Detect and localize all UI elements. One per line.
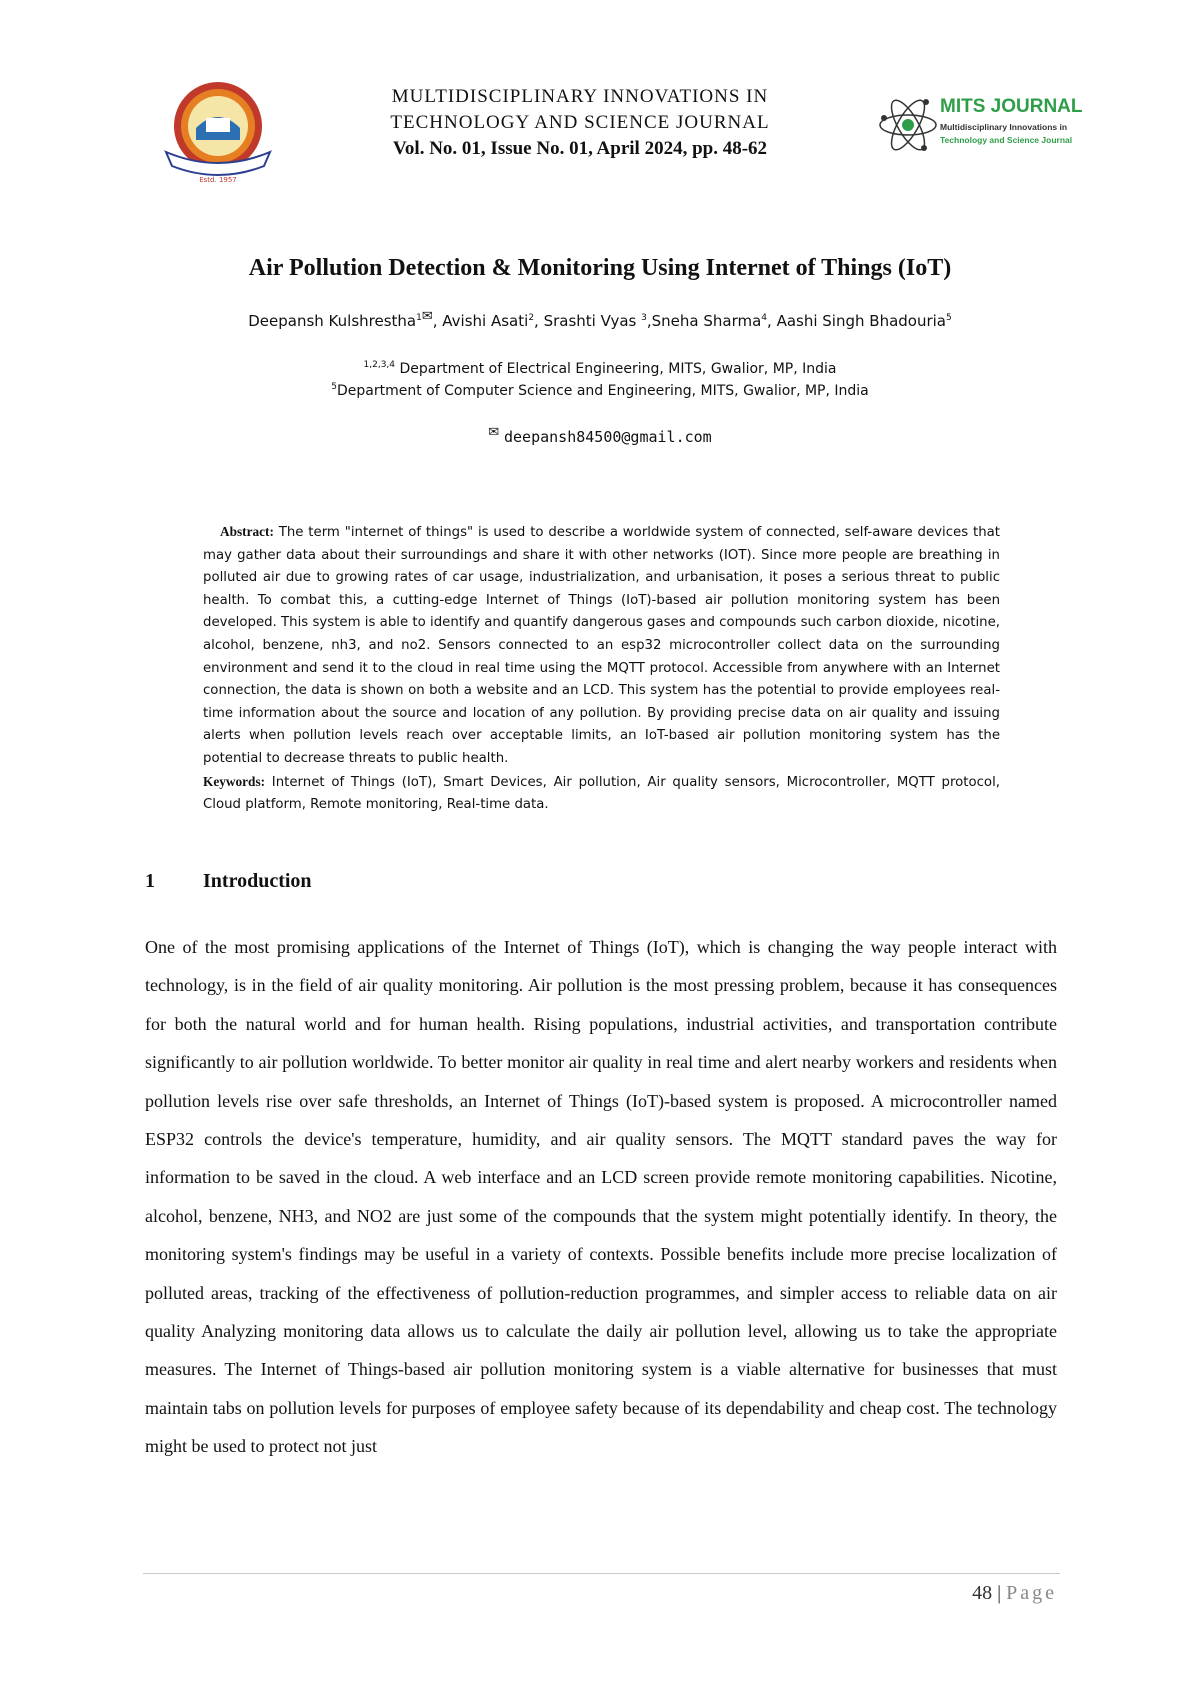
author-name: Deepansh Kulshrestha [248, 312, 417, 330]
affiliation-1 [0, 358, 1200, 380]
introduction-body [145, 928, 1057, 1466]
affiliation-text: Department of Electrical Engineering, MITS, Gwalior, MP, India [395, 361, 837, 377]
footer-divider [143, 1573, 1060, 1574]
keywords-label: Keywords: [203, 773, 266, 789]
mits-journal-subtitle [940, 121, 1072, 147]
affiliation-sup: 1,2,3,4 [363, 360, 396, 370]
section-heading [145, 870, 312, 893]
journal-name-line2: TECHNOLOGY AND SCIENCE JOURNAL [390, 112, 770, 133]
section-title: Introduction [203, 870, 312, 892]
institute-logo [160, 78, 276, 186]
mits-journal-name: MITS JOURNAL [940, 96, 1083, 117]
mits-sub-line2: Technology and Science Journal [940, 135, 1073, 145]
author-sup: 3 [641, 313, 647, 323]
author-name: Avishi Asati [442, 312, 529, 330]
section-number: 1 [145, 870, 155, 892]
affiliation-sup: 5 [331, 382, 337, 392]
author-name: Srashti Vyas [543, 312, 642, 330]
abstract-text: The term "internet of things" is used to describe a worldwide system of connected, self-aware devices that may gather data about their surroundings and share it with other networks (IOT). Since more people are breathing in polluted air due to growing rates of car usage, industrialization, and urbanisation, it poses a serious threat to public health. To combat this, a cutting-edge Internet of Things (IoT)-based air pollution monitoring system has been developed. This system is able to identify and quantify dangerous gases and compounds such carbon dioxide, nicotine, alcohol, benzene, nh3, and no2. Sensors connected to an esp32 microcontroller collect data on the surrounding environment and send it to the cloud in real time using the MQTT protocol. Accessible from anywhere with an Internet connection, the data is shown on both a website and an LCD. This system has the potential to provide employees real-time information about the source and location of any pollution. By providing precise data on air quality and issuing alerts when pollution levels reach over acceptable limits, an IoT-based air pollution monitoring system has the potential to decrease threats to public health. [203, 525, 1000, 766]
journal-header [330, 84, 830, 162]
journal-volume: Vol. No. 01, Issue No. 01, April 2024, pp. 48-62 [392, 138, 768, 159]
author-sup: 4 [761, 313, 768, 323]
keywords-text: Internet of Things (IoT), Smart Devices, Air pollution, Air quality sensors, Microcontroller, MQTT protocol, Cloud platform, Remote monitoring, Real-time data. [203, 774, 1000, 813]
page-word: Page [1006, 1582, 1057, 1604]
journal-name-line1: MULTIDISCIPLINARY INNOVATIONS IN [391, 86, 769, 107]
author-name: Sneha Sharma [651, 312, 762, 330]
paper-title: Air Pollution Detection & Monitoring Using Internet of Things (IoT) [248, 255, 952, 281]
envelope-icon: ✉ [488, 425, 500, 440]
page-separator: | [992, 1582, 1007, 1604]
abstract-label: Abstract: [220, 524, 274, 539]
page-number: 48 [972, 1582, 993, 1604]
author-name: Aashi Singh Bhadouria [776, 312, 947, 330]
keywords-paragraph [203, 771, 1000, 817]
author-sup: 2 [528, 313, 535, 323]
abstract-paragraph [203, 521, 1000, 771]
mits-sub-line1: Multidisciplinary Innovations in [940, 122, 1068, 132]
affiliation-text: Department of Computer Science and Engineering, MITS, Gwalior, MP, India [336, 383, 869, 399]
page-footer [972, 1582, 1057, 1605]
svg-text:Estd. 1957: Estd. 1957 [199, 176, 237, 184]
body-paragraph: One of the most promising applications of the Internet of Things (IoT), which is changing the way people interact with technology, is in the field of air quality monitoring. Air pollution is the most pressing problem, because it has consequences for both the natural world and for human health. Rising populations, industrial activities, and transportation contribute significantly to air pollution worldwide. To better monitor air quality in real time and alert nearby workers and residents when pollution levels rise over safe thresholds, an Internet of Things (IoT)-based system is proposed. A microcontroller named ESP32 controls the device's temperature, humidity, and air quality sensors. The MQTT standard paves the way for information to be saved in the cloud. A web interface and an LCD screen provide remote monitoring capabilities. Nicotine, alcohol, benzene, NH3, and NO2 are just some of the compounds that the system might potentially identify. In theory, the monitoring system's findings may be useful in a variety of contexts. Possible benefits include more precise localization of polluted areas, tracking of the effectiveness of pollution-reduction programmes, and simpler access to reliable data on air quality Analyzing monitoring data allows us to calculate the daily air pollution level, allowing us to take the appropriate measures. The Internet of Things-based air pollution monitoring system is a viable alternative for businesses that must maintain tabs on pollution levels for purposes of employee safety because of its dependability and cheap cost. The technology might be used to protect not just [145, 937, 1057, 1457]
email-link[interactable]: deepansh84500@gmail.com [503, 428, 712, 446]
affiliation-2 [0, 380, 1200, 402]
affiliations [0, 358, 1200, 402]
contact-email [0, 425, 1200, 446]
envelope-icon: ✉ [421, 309, 433, 324]
author-sup: 1 [416, 313, 422, 323]
author-list: Deepansh Kulshrestha$^{1✉}$, Avishi Asati$^2$, Srashti Vyas $^3$,Sneha Sharma$^4$, Aashi Singh Bhadouria$^5$ [248, 309, 952, 330]
abstract-block [203, 521, 1000, 817]
author-sup: 5 [946, 313, 952, 323]
